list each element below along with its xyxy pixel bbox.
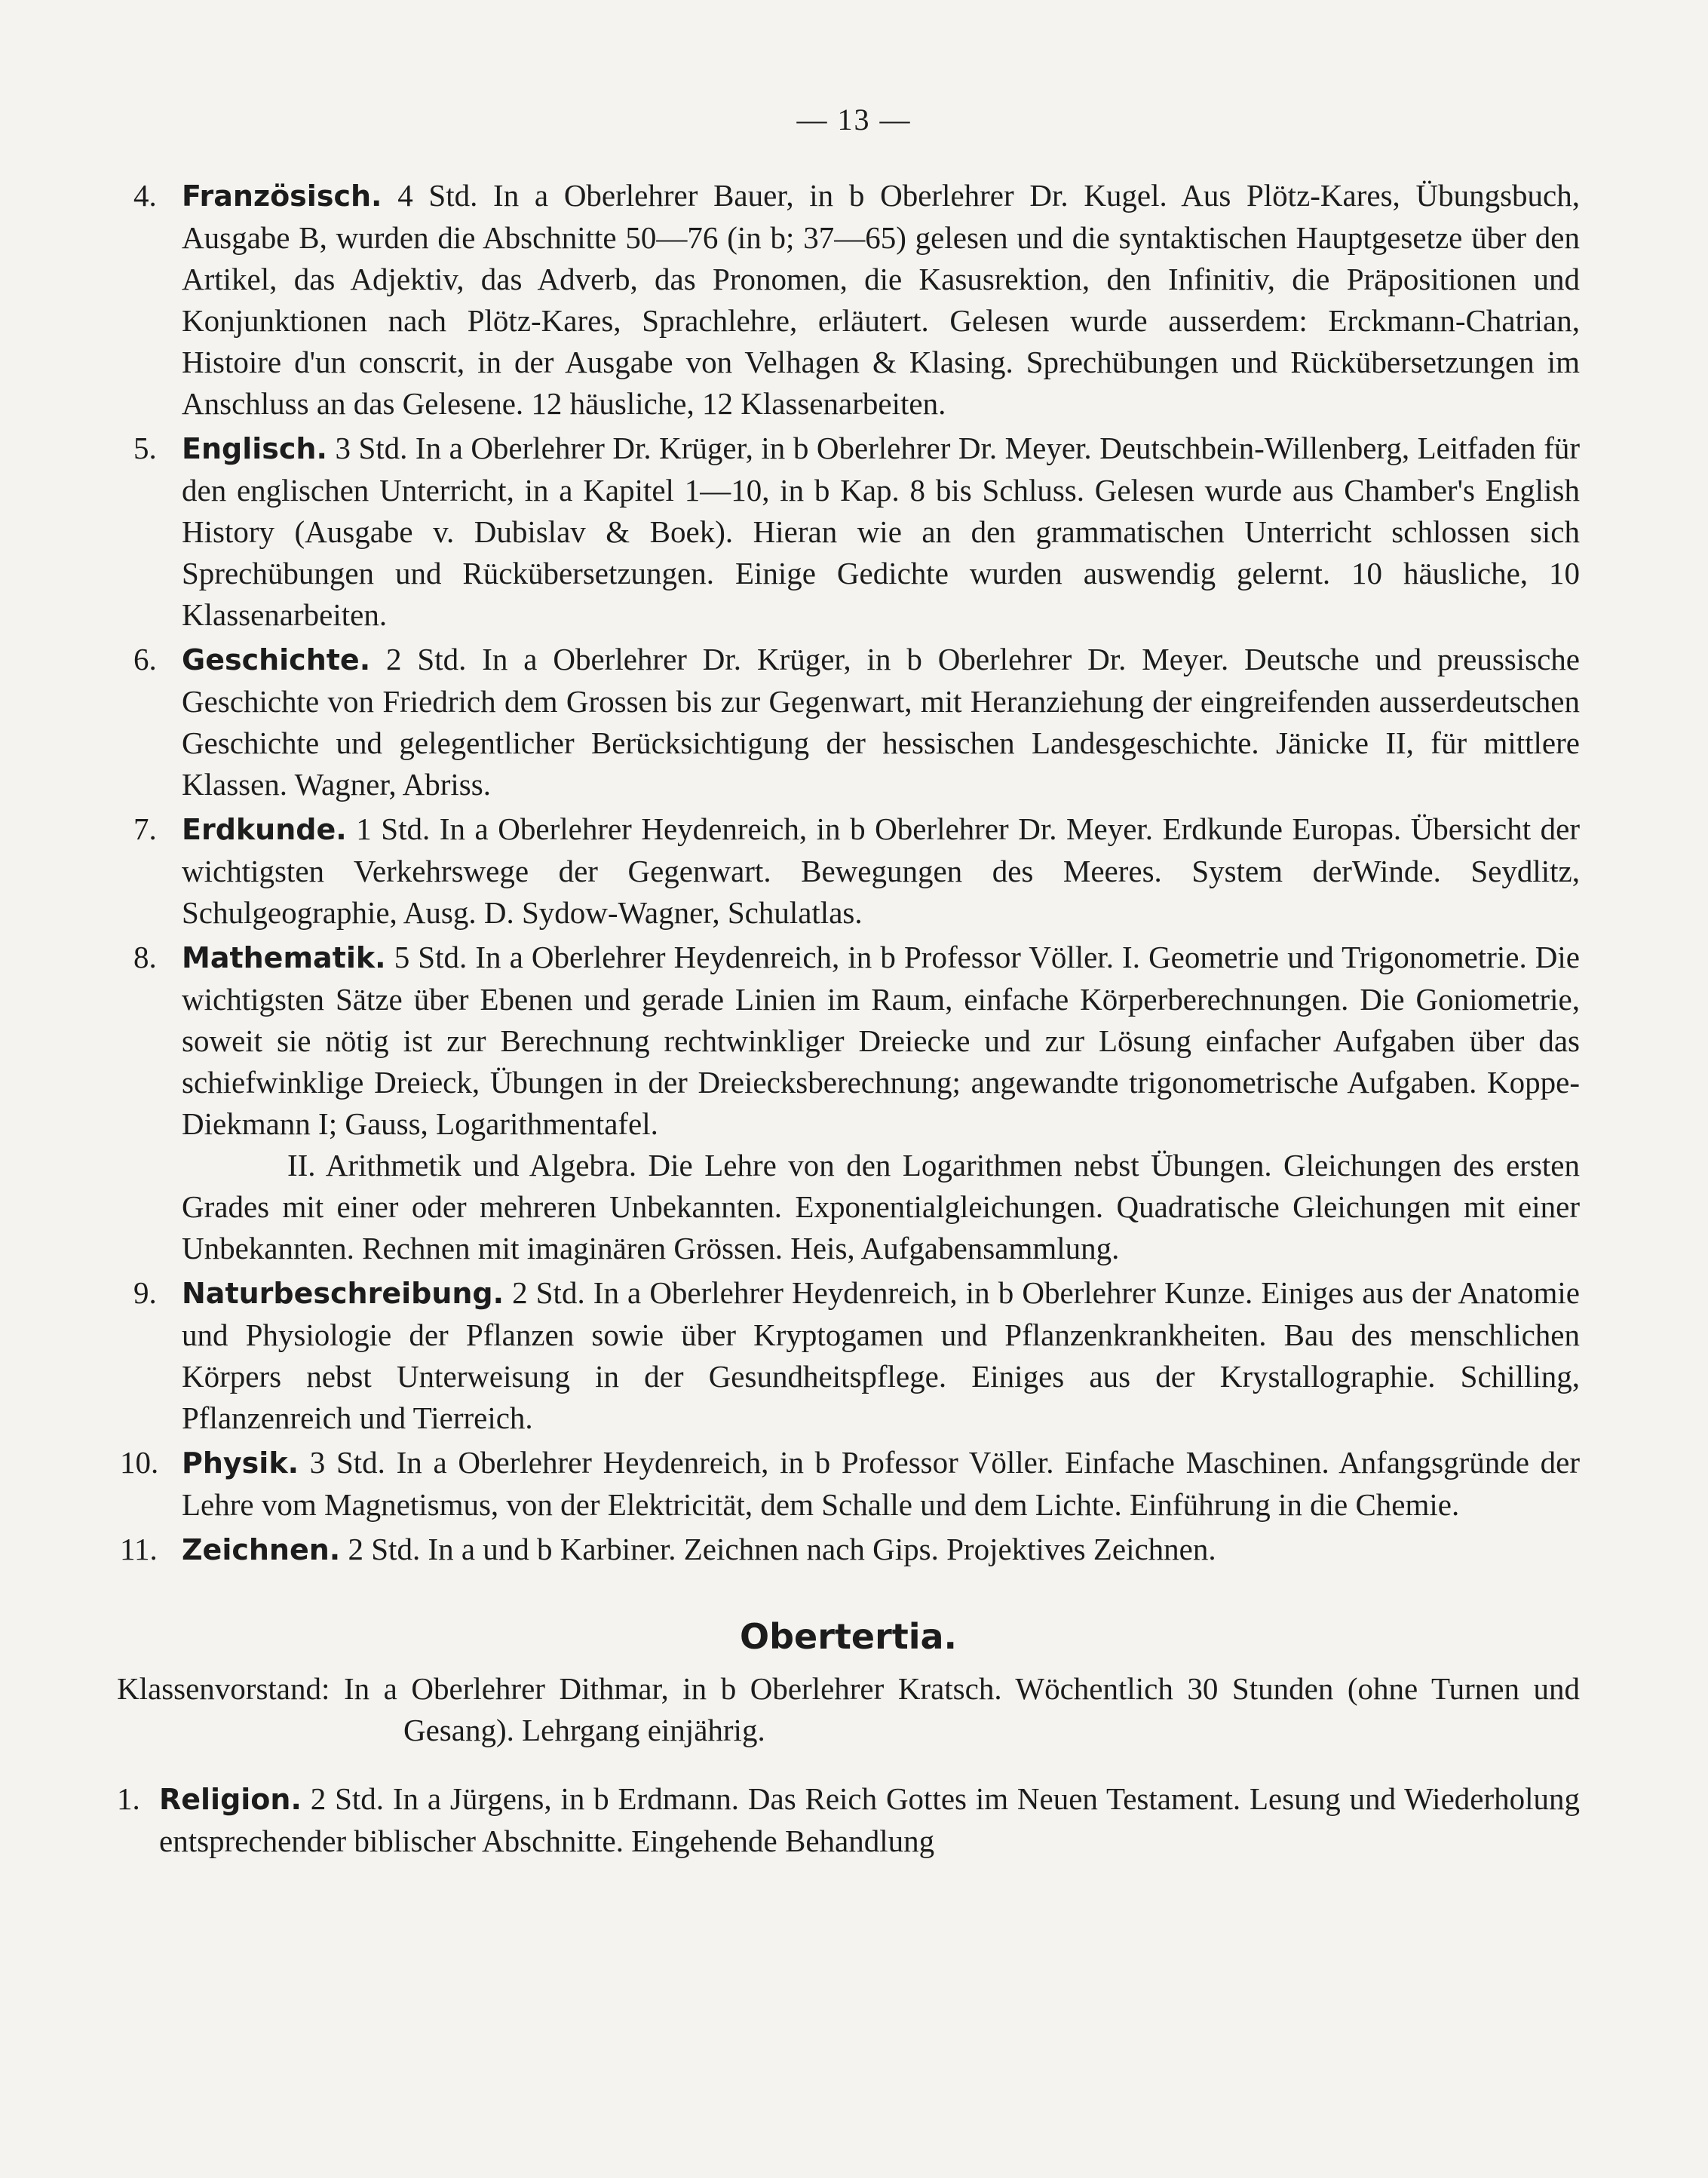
- subject-number: 10.: [120, 1445, 159, 1480]
- subject-text: 2 Std. In a und b Karbiner. Zeichnen nach Gips. Projektives Zeichnen.: [348, 1532, 1216, 1566]
- page-number: — 13 —: [796, 103, 912, 137]
- subject-text: 2 Std. In a Oberlehrer Dr. Krüger, in b Oberlehrer Dr. Meyer. Deutsche und preussische Geschichte von Friedrich dem Grossen bis zur Gegenwart, mit Heranziehung der eingreifenden ausserdeutschen Geschichte und gelegentlicher Berücksichtigung der hessischen Landesgeschichte. Jänicke II, für mittlere Klassen. Wagner, Abriss.: [182, 642, 1581, 802]
- subject-franzoesisch: [117, 175, 1580, 425]
- section-title: Obertertia.: [739, 1616, 958, 1657]
- subject-title: Naturbeschreibung.: [182, 1277, 504, 1310]
- subject-title: Mathematik.: [182, 941, 386, 974]
- subject-erdkunde: [117, 808, 1580, 934]
- klassenvorstand-label: Klassenvorstand:: [117, 1671, 330, 1706]
- subject-geschichte: [117, 639, 1580, 805]
- subject-number: 9.: [133, 1275, 157, 1310]
- subject-text: 2 Std. In a Jürgens, in b Erdmann. Das Reich Gottes im Neuen Testament. Lesung und Wiederholung entsprechender biblischer Abschnitte. Eingehende Behandlung: [159, 1781, 1581, 1858]
- subject-text: 2 Std. In a Oberlehrer Heydenreich, in b Oberlehrer Kunze. Einiges aus der Anatomie und Physiologie der Pflanzen sowie über Kryptogamen und Pflanzenkrankheiten. Bau des menschlichen Körpers nebst Unterweisung in der Gesundheitspflege. Einiges aus der Krystallographie. Schilling, Pflanzenreich und Tierreich.: [182, 1275, 1581, 1435]
- page-content: [117, 175, 1580, 1862]
- subject-naturbeschreibung: [117, 1272, 1580, 1439]
- subject-text: 4 Std. In a Oberlehrer Bauer, in b Oberlehrer Dr. Kugel. Aus Plötz-Kares, Übungsbuch, Ausgabe B, wurden die Abschnitte 50—76 (in b; 37—65) gelesen und die syntaktischen Hauptgesetze über den Artikel, das Adjektiv, das Adverb, das Pronomen, die Kasusrektion, den Infinitiv, die Präpositionen und Konjunktionen nach Plötz-Kares, Sprachlehre, erläutert. Gelesen wurde ausserdem: Erckmann-Chatrian, Histoire d'un conscrit, in der Ausgabe von Velhagen & Klasing. Sprechübungen und Rückübersetzungen im Anschluss an das Gelesene. 12 häusliche, 12 Klassenarbeiten.: [182, 178, 1581, 421]
- subject-title: Physik.: [182, 1446, 299, 1480]
- subject-text: 3 Std. In a Oberlehrer Dr. Krüger, in b Oberlehrer Dr. Meyer. Deutschbein-Willenberg, Leitfaden für den englischen Unterricht, in a Kapitel 1—10, in b Kap. 8 bis Schluss. Gelesen wurde aus Chamber's English History (Ausgabe v. Dubislav & Boek). Hieran wie an den grammatischen Unterricht schlossen sich Sprechübungen und Rückübersetzungen. Einige Gedichte wurden auswendig gelernt. 10 häusliche, 10 Klassenarbeiten.: [182, 431, 1580, 632]
- subject-title: Erdkunde.: [182, 813, 347, 846]
- klassenvorstand-text: In a Oberlehrer Dithmar, in b Oberlehrer Kratsch. Wöchentlich 30 Stunden (ohne Turnen und Gesang). Lehrgang einjährig.: [343, 1671, 1580, 1747]
- subject-number: 1.: [117, 1781, 140, 1816]
- subject-number: 4.: [133, 178, 157, 213]
- subject-extra-paragraph: II. Arithmetik und Algebra. Die Lehre von den Logarithmen nebst Übungen. Gleichungen des ersten Grades mit einer oder mehreren Unbekannten. Exponentialgleichungen. Quadratische Gleichungen mit einer Unbekannten. Rechnen mit imaginären Grössen. Heis, Aufgabensammlung.: [182, 1148, 1580, 1265]
- subject-title: Geschichte.: [182, 643, 371, 676]
- subject-text: 5 Std. In a Oberlehrer Heydenreich, in b Professor Völler. I. Geometrie und Trigonometrie. Die wichtigsten Sätze über Ebenen und gerade Linien im Raum, einfache Körperberechnungen. Die Goniometrie, soweit sie nötig ist zur Berechnung rechtwinkliger Dreiecke und zur Lösung einfacher Aufgaben über das schiefwinklige Dreieck, Übungen in der Dreiecksberechnung; angewandte trigonometrische Aufgaben. Koppe-Diekmann I; Gauss, Logarithmentafel.: [182, 940, 1580, 1141]
- subject-text: 3 Std. In a Oberlehrer Heydenreich, in b Professor Völler. Einfache Maschinen. Anfangsgründe der Lehre vom Magnetismus, von der Elektricität, dem Schalle und dem Lichte. Einführung in die Chemie.: [182, 1445, 1580, 1522]
- subject-title: Religion.: [159, 1783, 302, 1816]
- subject-title: Englisch.: [182, 432, 327, 465]
- subject-religion: [117, 1778, 1580, 1862]
- subject-number: 5.: [133, 431, 157, 465]
- subject-mathematik: [117, 937, 1580, 1269]
- subject-number: 8.: [133, 940, 157, 974]
- subject-number: 11.: [120, 1532, 158, 1566]
- subject-title: Zeichnen.: [182, 1533, 341, 1566]
- subject-physik: [117, 1442, 1580, 1526]
- klassenvorstand-line: [117, 1668, 1580, 1751]
- subject-number: 7.: [133, 811, 157, 846]
- subject-zeichnen: [117, 1529, 1580, 1571]
- subject-text: 1 Std. In a Oberlehrer Heydenreich, in b Oberlehrer Dr. Meyer. Erdkunde Europas. Übersicht der wichtigsten Verkehrswege der Gegenwart. Bewegungen des Meeres. System derWinde. Seydlitz, Schulgeographie, Ausg. D. Sydow-Wagner, Schulatlas.: [182, 811, 1580, 930]
- subject-title: Französisch.: [182, 179, 382, 213]
- subject-number: 6.: [133, 642, 157, 676]
- subject-englisch: [117, 428, 1580, 636]
